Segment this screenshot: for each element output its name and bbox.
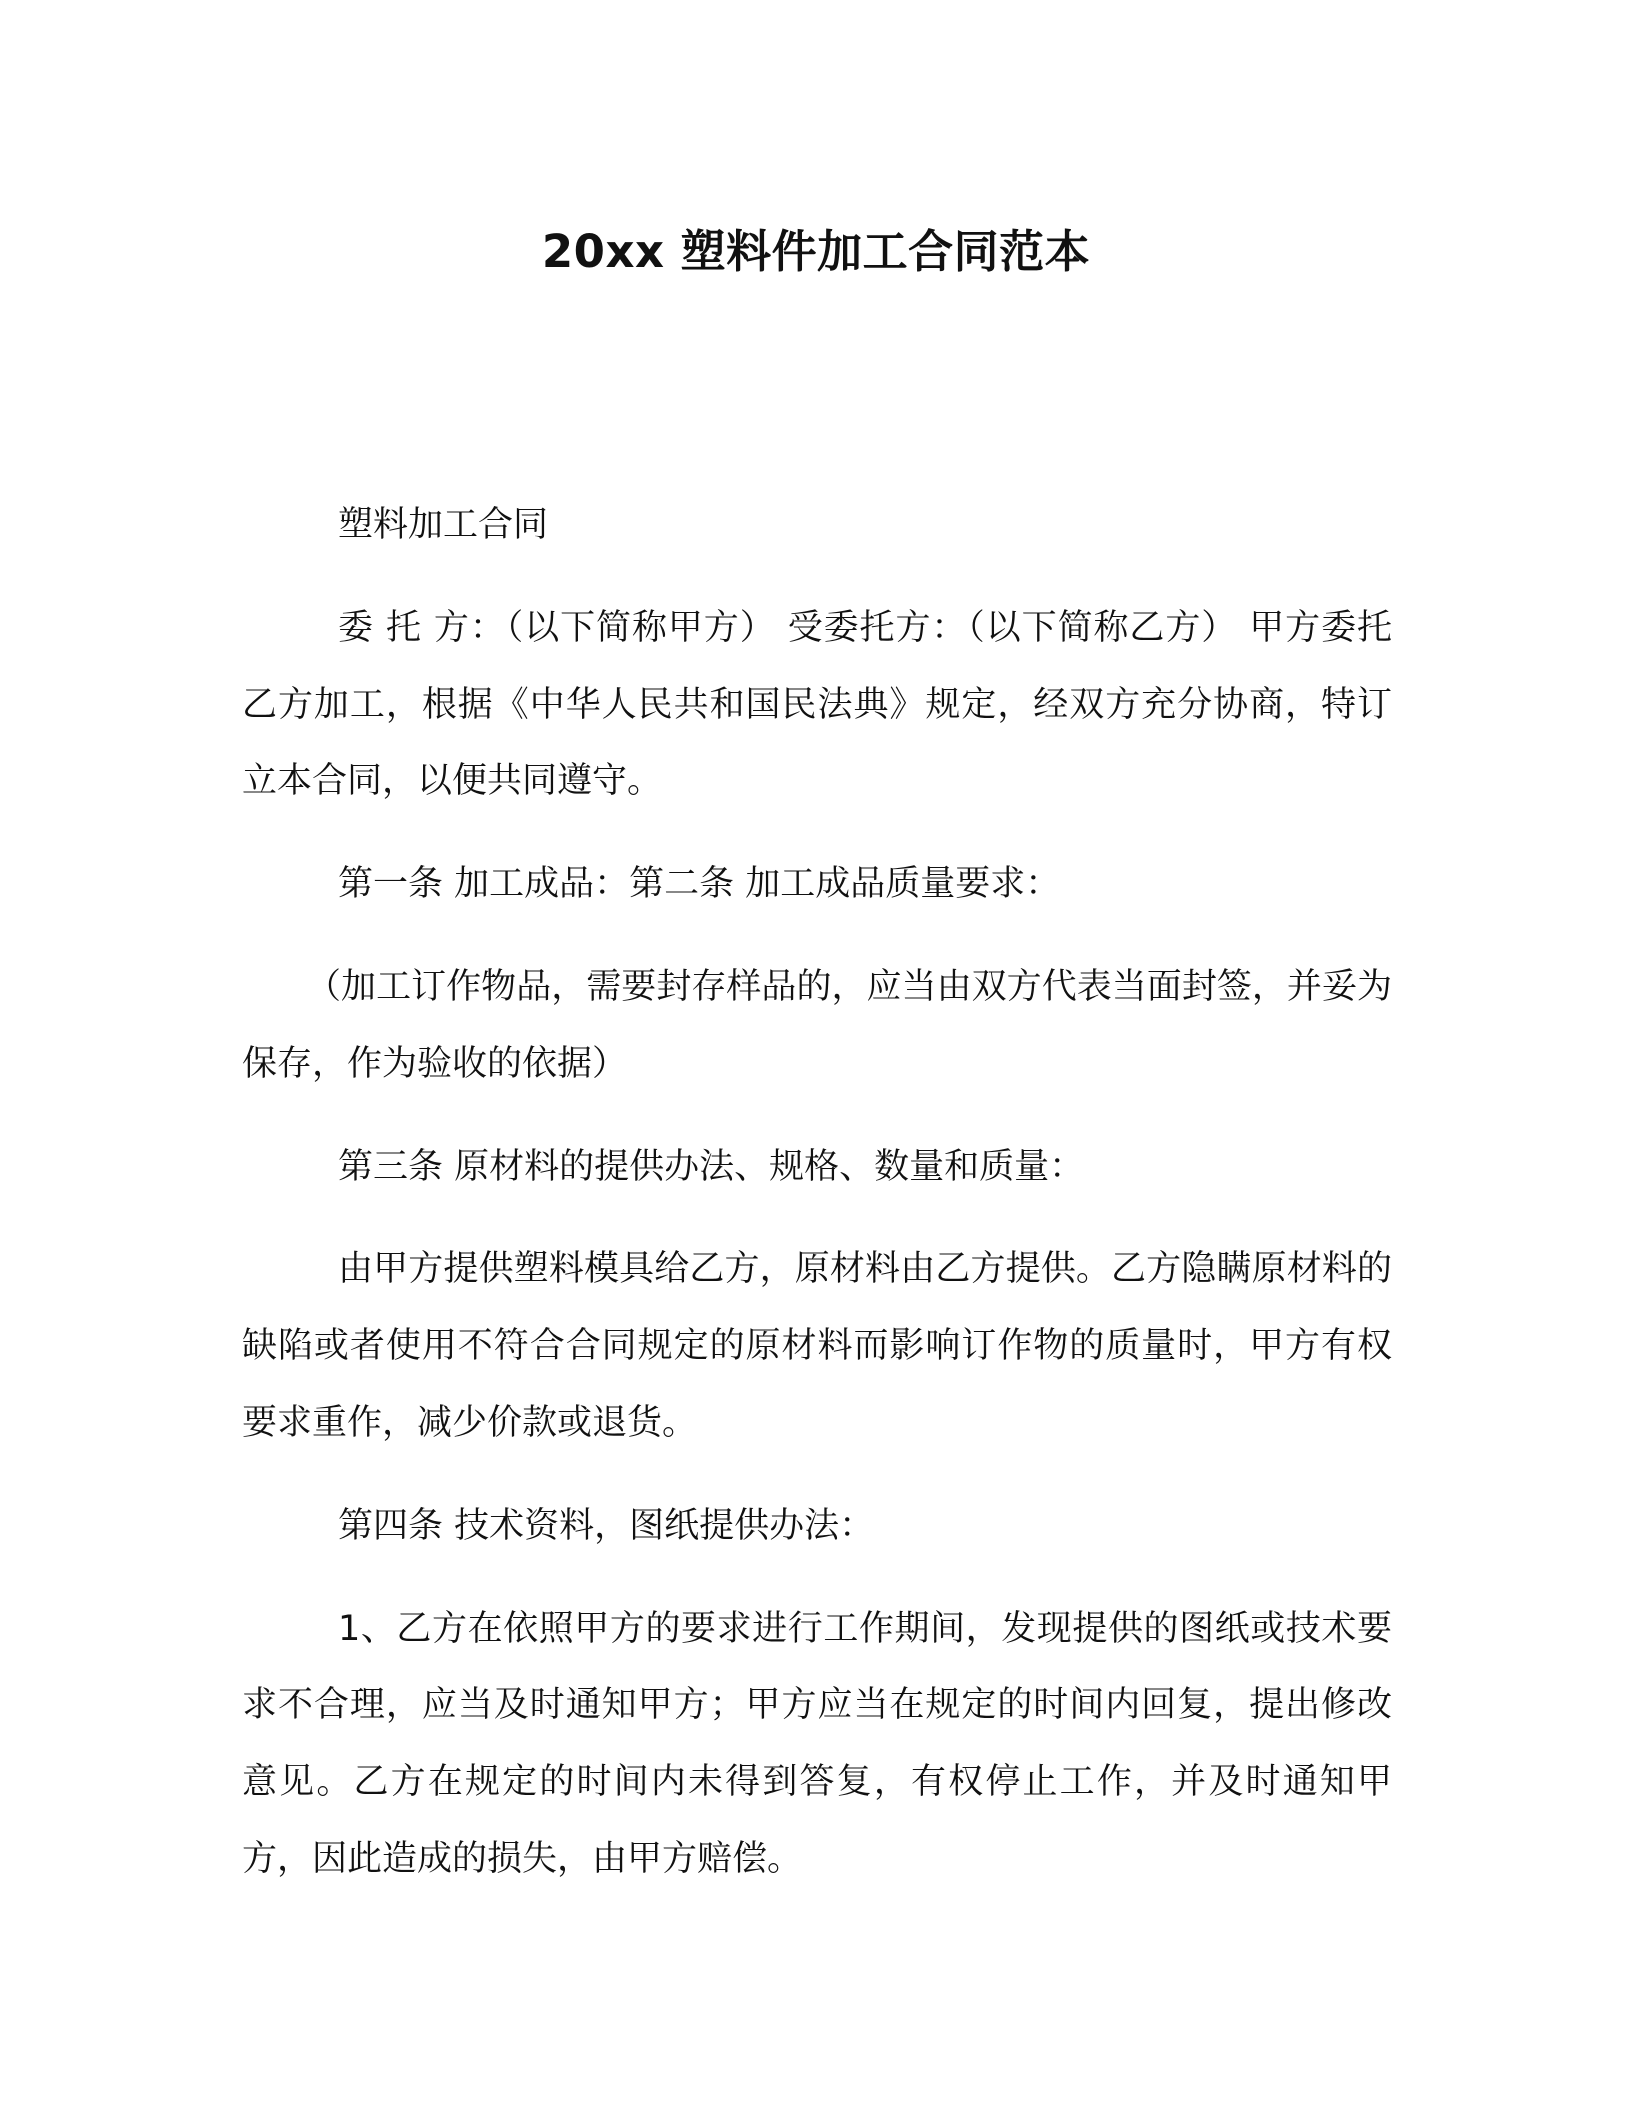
technical-clause-1: 1、乙方在依照甲方的要求进行工作期间，发现提供的图纸或技术要求不合理，应当及时通知甲方；甲方应当在规定的时间内回复，提出修改意见。乙方在规定的时间内未得到答复，有权停止工作，并及时通知甲方，因此造成的损失，由甲方赔偿。 [242, 1608, 1392, 1879]
article-3-heading: 第三条 原材料的提供办法、规格、数量和质量： [338, 1146, 1085, 1187]
article-1-2-heading: 第一条 加工成品：第二条 加工成品质量要求： [338, 864, 1061, 905]
contract-heading: 塑料加工合同 [338, 505, 549, 545]
sample-note-paragraph: （加工订作物品，需要封存样品的，应当由双方代表当面封签，并妥为保存，作为验收的依据） [242, 966, 1392, 1084]
materials-paragraph: 由甲方提供塑料模具给乙方，原材料由乙方提供。乙方隐瞒原材料的缺陷或者使用不符合合同规定的原材料而影响订作物的质量时，甲方有权要求重作，减少价款或退货。 [242, 1249, 1392, 1443]
article-4-heading: 第四条 技术资料，图纸提供办法： [338, 1505, 875, 1546]
parties-paragraph: 委 托 方：（以下简称甲方） 受委托方：（以下简称乙方） 甲方委托乙方加工，根据《中华人民共和国民法典》规定，经双方充分协商，特订立本合同，以便共同遵守。 [242, 607, 1392, 802]
document-body [242, 487, 1392, 1924]
document-title: 20xx 塑料件加工合同范本 [541, 225, 1091, 278]
